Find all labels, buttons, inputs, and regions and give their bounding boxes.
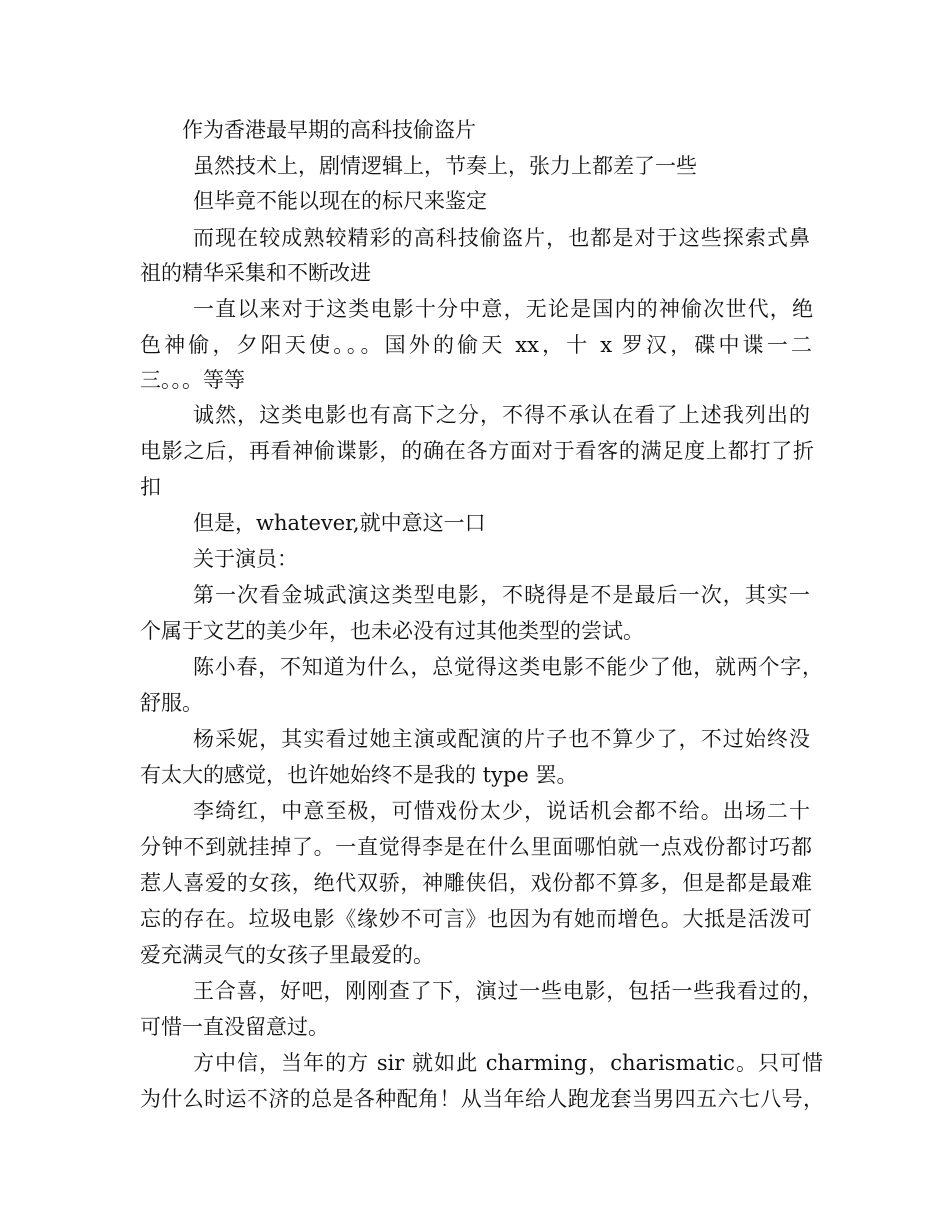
text-line: 一直以来对于这类电影十分中意，无论是国内的神偷次世代，绝	[193, 297, 813, 321]
text-line: 有太大的感觉，也许她始终不是我的 type 罢。	[140, 763, 578, 787]
text-line: 电影之后，再看神偷谍影，的确在各方面对于看客的满足度上都打了折	[140, 439, 814, 463]
text-line: 但毕竟不能以现在的标尺来鉴定	[193, 189, 487, 213]
text-line: 关于演员：	[193, 547, 298, 571]
text-line: 祖的精华采集和不断改进	[140, 261, 371, 285]
text-line: 可惜一直没留意过。	[140, 1015, 329, 1039]
text-line: 三。。。等等	[140, 368, 245, 392]
text-line: 扣	[140, 475, 161, 499]
text-line: 惹人喜爱的女孩，绝代双骄，神雕侠侣，戏份都不算多，但是都是最难	[140, 871, 812, 895]
text-line: 色神偷，夕阳天使。。。国外的偷天 xx，十 x 罗汉，碟中谍一二	[140, 333, 812, 357]
text-line: 杨采妮，其实看过她主演或配演的片子也不算少了，不过始终没	[193, 727, 810, 751]
text-line: 分钟不到就挂掉了。一直觉得李是在什么里面哪怕就一点戏份都讨巧都	[140, 835, 812, 859]
text-line: 但是，whatever,就中意这一口	[193, 511, 486, 535]
text-line: 舒服。	[140, 691, 203, 715]
text-line: 个属于文艺的美少年，也未必没有过其他类型的尝试。	[140, 619, 644, 643]
text-line: 爱充满灵气的女孩子里最爱的。	[140, 943, 434, 967]
text-line: 李绮红，中意至极，可惜戏份太少，说话机会都不给。出场二十	[193, 799, 810, 823]
text-line: 虽然技术上，剧情逻辑上，节奏上，张力上都差了一些	[193, 154, 697, 178]
text-line: 第一次看金城武演这类型电影，不晓得是不是最后一次，其实一	[193, 583, 810, 607]
text-line: 诚然，这类电影也有高下之分，不得不承认在看了上述我列出的	[193, 403, 810, 427]
text-line: 作为香港最早期的高科技偷盗片	[182, 118, 476, 142]
text-line: 陈小春，不知道为什么，总觉得这类电影不能少了他，就两个字，	[193, 655, 823, 679]
text-line: 忘的存在。垃圾电影《缘妙不可言》也因为有她而增色。大抵是活泼可	[140, 907, 812, 931]
text-line: 为什么时运不济的总是各种配角！从当年给人跑龙套当男四五六七八号，	[140, 1087, 824, 1111]
text-line: 方中信，当年的方 sir 就如此 charming，charismatic。只可惜	[193, 1051, 823, 1075]
text-line: 而现在较成熟较精彩的高科技偷盗片，也都是对于这些探索式鼻	[193, 226, 810, 250]
text-line: 王合喜，好吧，刚刚查了下，演过一些电影，包括一些我看过的，	[193, 979, 823, 1003]
